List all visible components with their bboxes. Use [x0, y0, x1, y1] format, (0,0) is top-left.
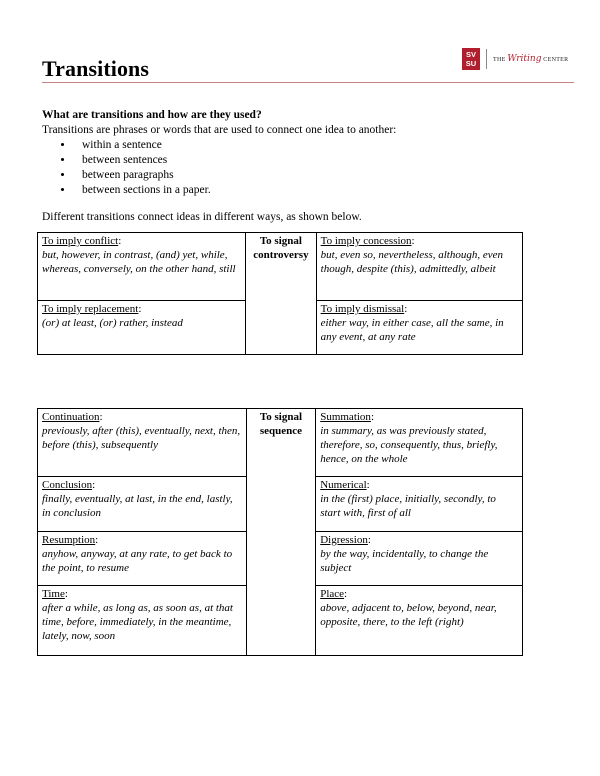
table-cell: Numerical: in the (first) place, initially, secondly, to start with, first of all — [316, 477, 523, 532]
controversy-table — [37, 232, 523, 355]
list-item: • between sections in a paper. — [74, 183, 562, 198]
example-list: (or) at least, (or) rather, instead — [42, 317, 183, 329]
category-label: Summation — [320, 411, 371, 423]
category-label: Place — [320, 588, 345, 600]
table-cell: To imply concession: but, even so, nevertheless, although, even though, despite (this), admittedly, albeit — [316, 233, 522, 301]
table-cell: To imply replacement: (or) at least, (or) rather, instead — [38, 301, 246, 355]
logo-divider — [486, 49, 487, 69]
example-list: finally, eventually, at last, in the end, lastly, in conclusion — [42, 493, 233, 519]
category-label: Conclusion — [42, 479, 93, 491]
table-cell: Resumption: anyhow, anyway, at any rate, to get back to the point, to resume — [38, 532, 247, 586]
category-label: Digression — [320, 534, 368, 546]
example-list: by the way, incidentally, to change the subject — [320, 548, 489, 574]
table-cell: Conclusion: finally, eventually, at last, in the end, lastly, in conclusion — [38, 477, 247, 532]
category-label: Continuation — [42, 411, 100, 423]
example-list: in the (first) place, initially, secondly, to start with, first of all — [320, 493, 496, 519]
example-list: anyhow, anyway, at any rate, to get back to the point, to resume — [42, 548, 233, 574]
table-cell: Digression: by the way, incidentally, to change the subject — [316, 532, 523, 586]
title-divider — [42, 82, 574, 83]
intro-section — [42, 108, 562, 225]
table-cell: Summation: in summary, as was previously stated, therefore, so, consequently, thus, briefly, hence, on the whole — [316, 409, 523, 477]
usage-list — [42, 138, 562, 198]
table-row — [38, 233, 523, 301]
example-list: in summary, as was previously stated, therefore, so, consequently, thus, briefly, hence, on the whole — [320, 425, 498, 465]
sequence-table — [37, 408, 523, 656]
logo-wordmark — [493, 54, 568, 64]
writing-center-logo — [462, 48, 568, 70]
example-list: above, adjacent to, below, beyond, near, opposite, there, to the left (right) — [320, 602, 497, 628]
category-label: Numerical — [320, 479, 367, 491]
table-cell: Time: after a while, as long as, as soon as, at that time, before, immediately, in the meantime, lately, now, soon — [38, 586, 247, 656]
logo-prefix: THE — [493, 57, 506, 63]
svsu-logo-badge: SV SU — [462, 48, 480, 70]
example-list: either way, in either case, all the same, in any event, at any rate — [320, 317, 504, 343]
category-label: To imply conflict — [42, 235, 119, 247]
example-list: but, even so, nevertheless, although, even though, despite (this), admittedly, albeit — [320, 249, 503, 275]
intro-different: Different transitions connect ideas in different ways, as shown below. — [42, 211, 362, 223]
logo-suffix: CENTER — [543, 57, 569, 63]
example-list: but, however, in contrast, (and) yet, while, whereas, conversely, on the other hand, still — [42, 249, 236, 275]
table-cell: To imply conflict: but, however, in contrast, (and) yet, while, whereas, conversely, on the other hand, still — [38, 233, 246, 301]
list-item: • within a sentence — [74, 138, 562, 153]
intro-heading: What are transitions and how are they used? — [42, 109, 262, 121]
category-label: To imply concession — [320, 235, 412, 247]
list-item: • between sentences — [74, 153, 562, 168]
example-list: previously, after (this), eventually, next, then, before (this), subsequently — [42, 425, 241, 451]
signal-label: To signal sequence — [246, 409, 316, 656]
table-cell: To imply dismissal: either way, in either case, all the same, in any event, at any rate — [316, 301, 522, 355]
category-label: Time — [42, 588, 65, 600]
intro-description: Transitions are phrases or words that are used to connect one idea to another: — [42, 124, 397, 136]
table-cell: Place: above, adjacent to, below, beyond, near, opposite, there, to the left (right) — [316, 586, 523, 656]
example-list: after a while, as long as, as soon as, at that time, before, immediately, in the meantime, lately, now, soon — [42, 602, 233, 642]
page-title: Transitions — [42, 56, 150, 81]
list-item: • between paragraphs — [74, 168, 562, 183]
category-label: Resumption — [42, 534, 96, 546]
logo-script: Writing — [507, 54, 542, 64]
category-label: To imply replacement — [42, 303, 139, 315]
category-label: To imply dismissal — [320, 303, 405, 315]
table-row — [38, 409, 523, 477]
signal-label: To signal controversy — [246, 233, 316, 355]
table-cell: Continuation: previously, after (this), eventually, next, then, before (this), subsequently — [38, 409, 247, 477]
